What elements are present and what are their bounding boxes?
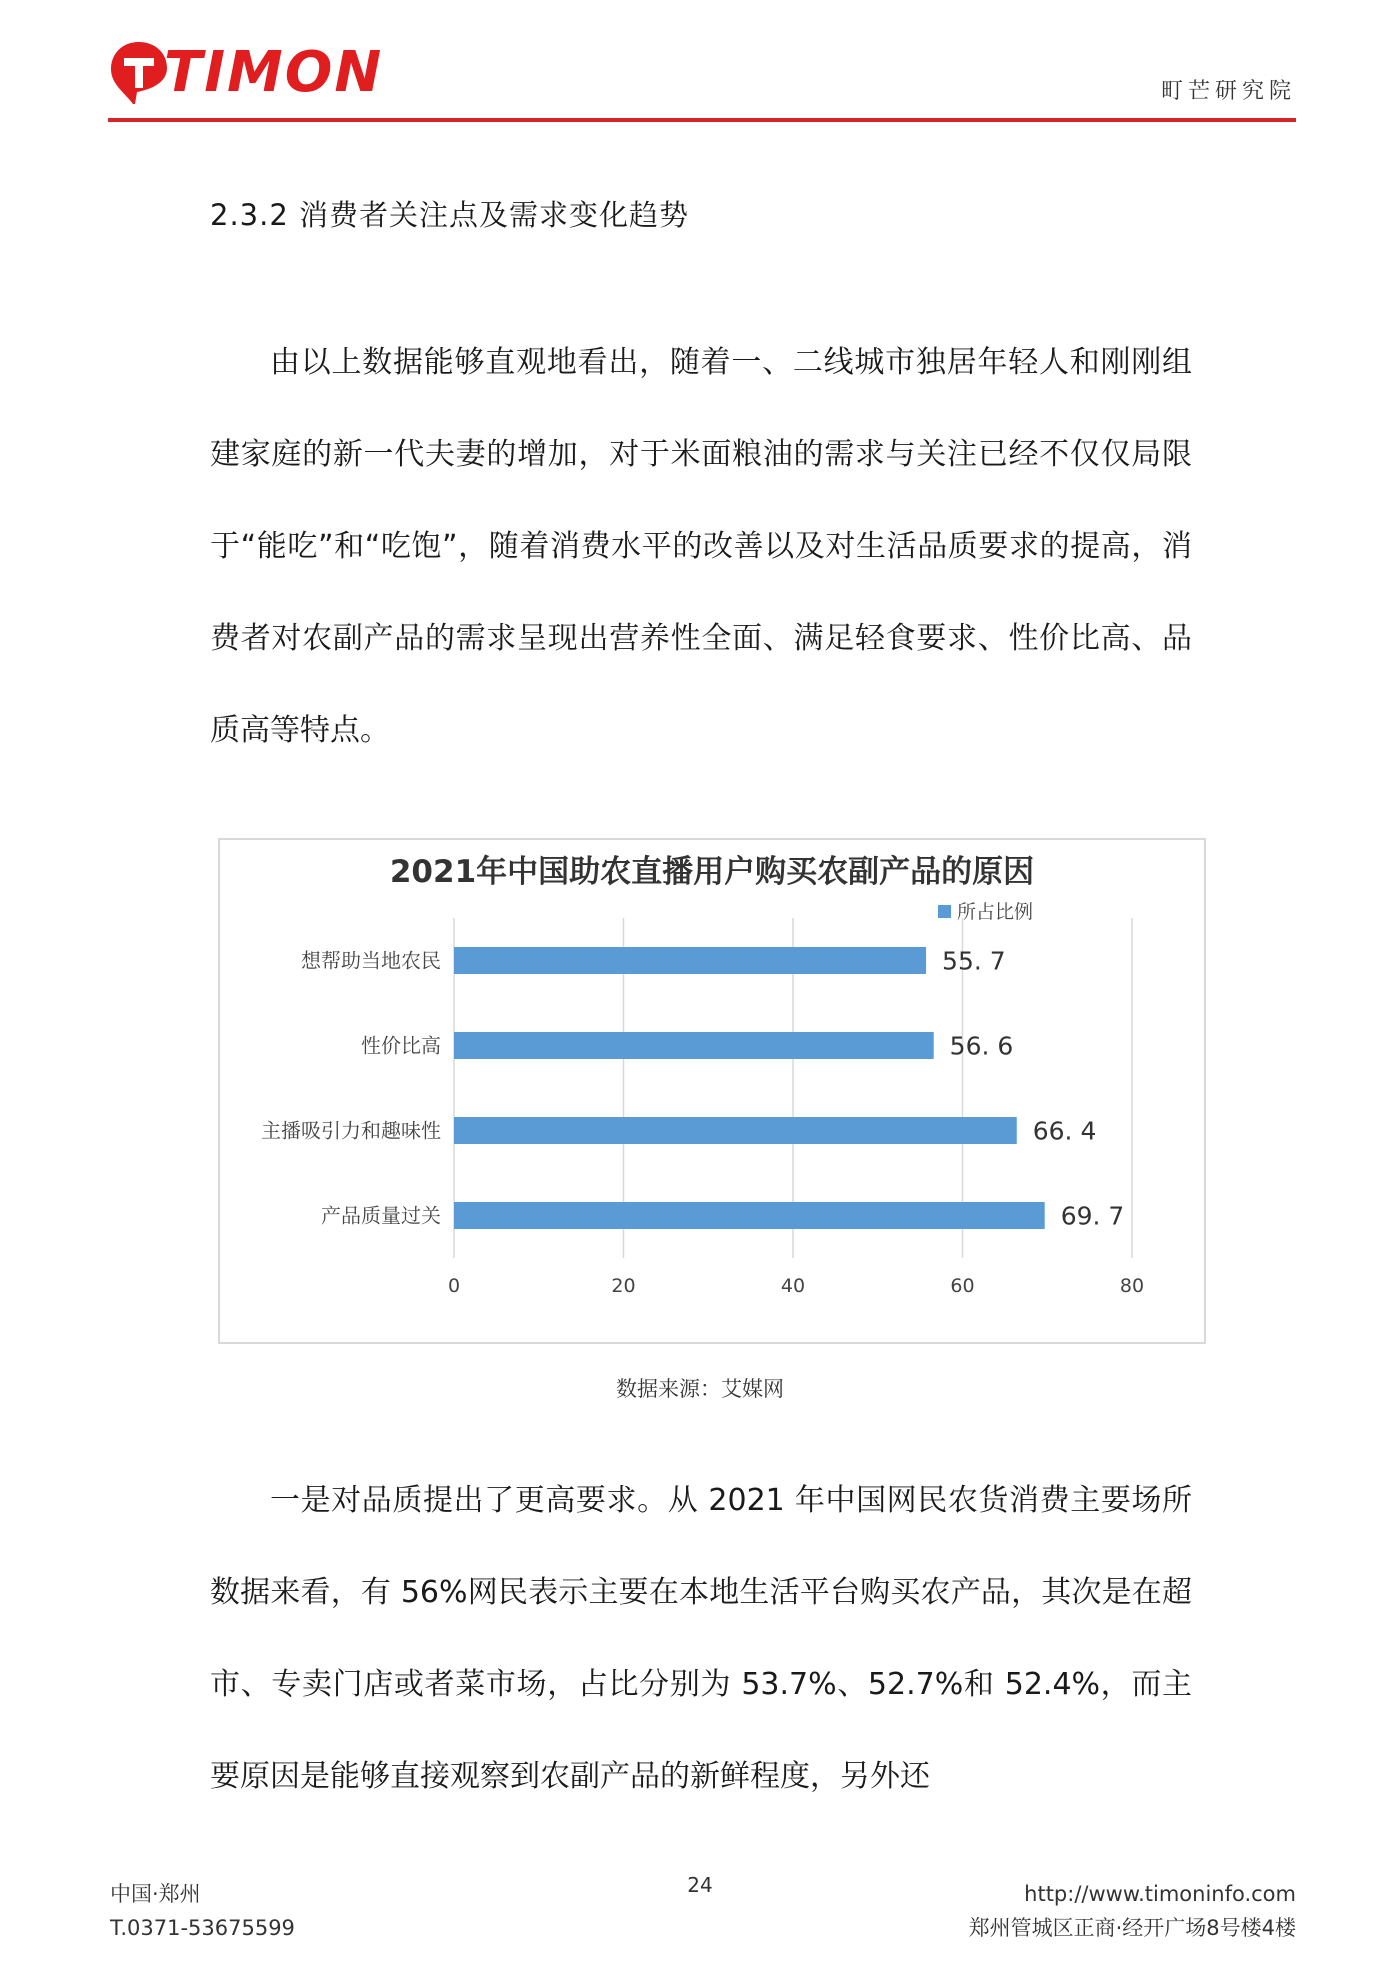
data-label: 55. 7 bbox=[942, 946, 1006, 976]
bar bbox=[454, 1117, 1017, 1144]
footer-address: 郑州管城区正商·经开广场8号楼4楼 bbox=[968, 1916, 1296, 1940]
x-tick-label: 80 bbox=[1119, 1275, 1145, 1297]
page-number: 24 bbox=[687, 1873, 713, 1897]
category-label: 性价比高 bbox=[361, 1033, 441, 1058]
figure-source: 数据来源：艾媒网 bbox=[616, 1377, 784, 1401]
category-label: 想帮助当地农民 bbox=[301, 948, 441, 973]
header-divider bbox=[108, 118, 1296, 122]
data-label: 69. 7 bbox=[1060, 1201, 1125, 1231]
footer-location: 中国·郑州 bbox=[110, 1882, 201, 1906]
footer-address-block bbox=[969, 1877, 1296, 1945]
category-label: 主播吸引力和趣味性 bbox=[261, 1118, 441, 1143]
bar-chart bbox=[218, 838, 1206, 1344]
paragraph-2-text: 一是对品质提出了更高要求。从 2021 年中国网民农货消费主要场所数据来看，有 56%网民表示主要在本地生活平台购买农产品，其次是在超市、专卖门店或者菜市场，占比分别为 53.7%、52.7%和 52.4%，而主要原因是能够直接观察到农副产品的新鲜程度，另外还 bbox=[210, 1483, 1192, 1794]
company-logo bbox=[108, 40, 383, 106]
x-tick-label: 60 bbox=[950, 1275, 975, 1297]
bar bbox=[454, 1032, 934, 1059]
bar bbox=[454, 1202, 1045, 1229]
x-tick-label: 20 bbox=[611, 1275, 636, 1297]
body-paragraph-1 bbox=[210, 317, 1192, 777]
section-heading: 2.3.2 消费者关注点及需求变化趋势 bbox=[210, 198, 690, 232]
body-paragraph-2 bbox=[210, 1455, 1192, 1823]
data-label: 56. 6 bbox=[949, 1031, 1014, 1061]
legend-label: 所占比例 bbox=[957, 901, 1034, 923]
category-label: 产品质量过关 bbox=[321, 1203, 441, 1228]
legend-swatch bbox=[938, 905, 951, 918]
x-tick-label: 0 bbox=[447, 1275, 461, 1297]
footer-website-link[interactable]: http://www.timoninfo.com bbox=[1024, 1882, 1296, 1906]
logo-text: TIMON bbox=[164, 40, 384, 105]
logo-mark-icon bbox=[108, 40, 170, 106]
footer-phone: T.0371-53675599 bbox=[110, 1916, 295, 1940]
x-tick-label: 40 bbox=[780, 1275, 806, 1297]
data-label: 66. 4 bbox=[1032, 1116, 1097, 1146]
bar bbox=[454, 947, 926, 974]
org-name: 町芒研究院 bbox=[1160, 79, 1296, 104]
paragraph-1-text: 由以上数据能够直观地看出，随着一、二线城市独居年轻人和刚刚组建家庭的新一代夫妻的增加，对于米面粮油的需求与关注已经不仅仅局限于“能吃”和“吃饱”，随着消费水平的改善以及对生活品质要求的提高，消费者对农副产品的需求呈现出营养性全面、满足轻食要求、性价比高、品质高等特点。 bbox=[210, 345, 1192, 748]
chart-title: 2021年中国助农直播用户购买农副产品的原因 bbox=[389, 854, 1035, 890]
chart-canvas bbox=[220, 840, 1204, 1342]
